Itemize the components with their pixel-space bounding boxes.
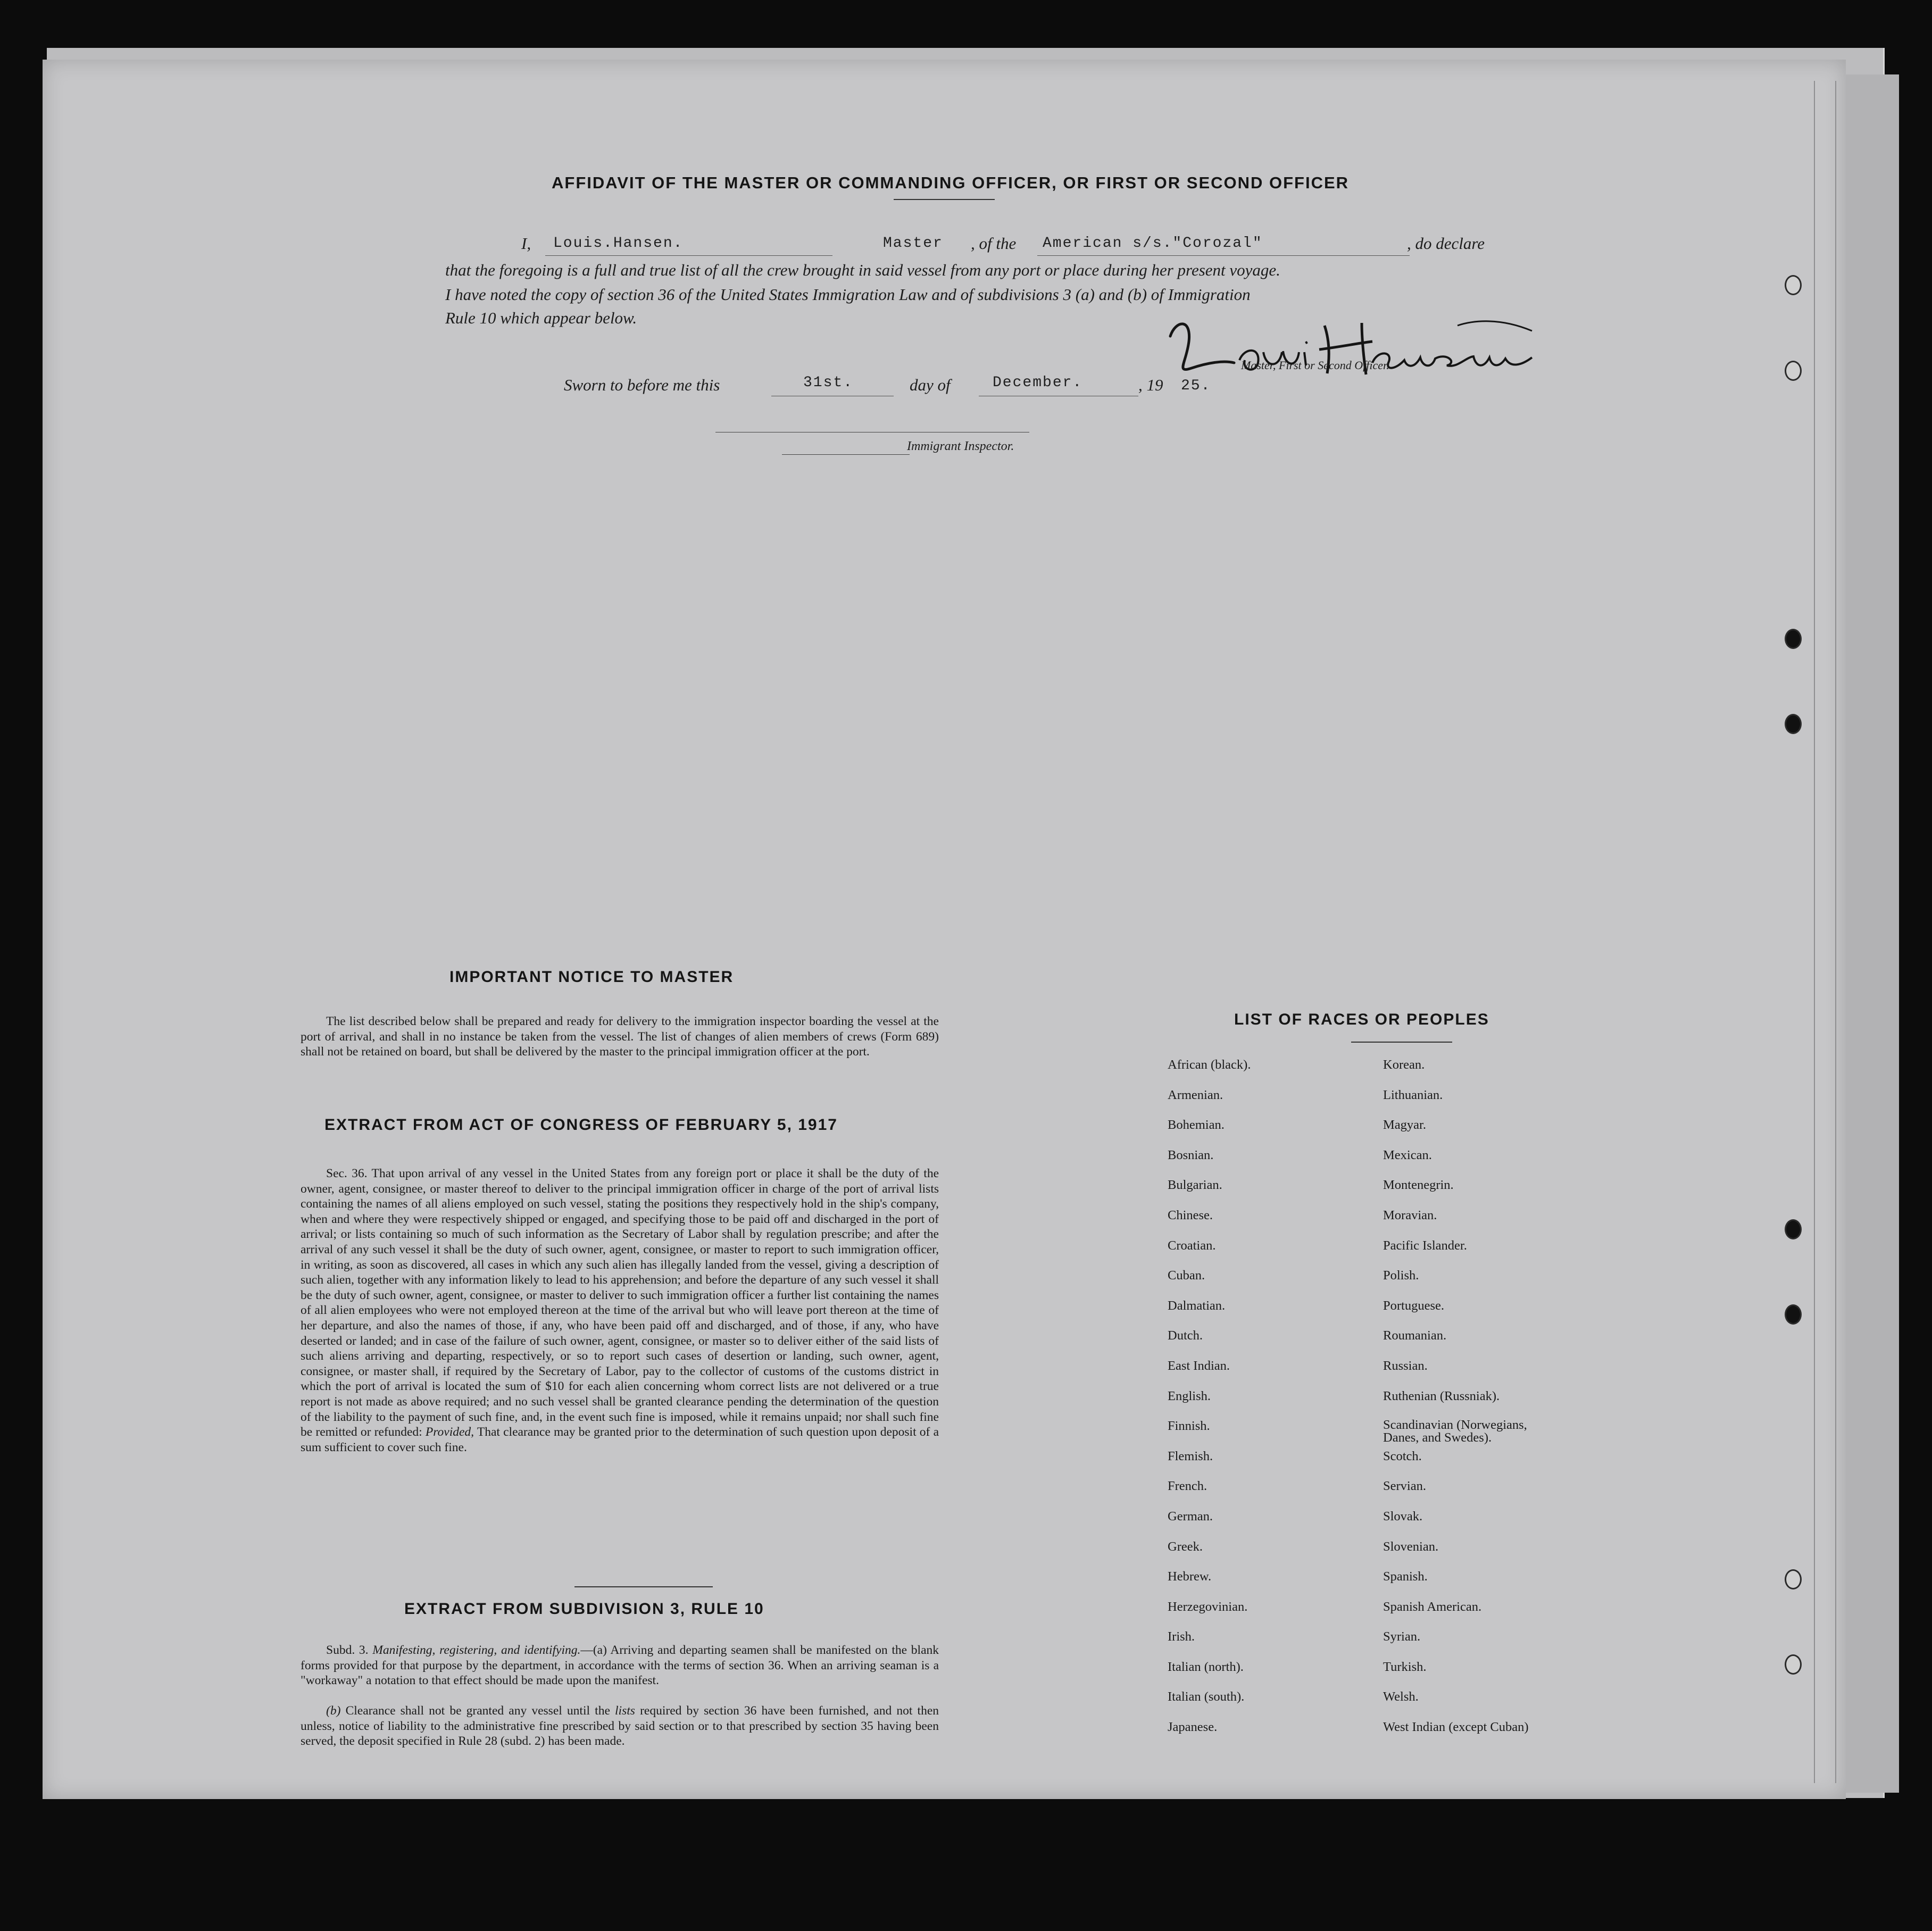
races-right-column: [1383, 1058, 1559, 1750]
of-the-label: , of the: [971, 234, 1017, 253]
race-item: Dutch.: [1168, 1328, 1203, 1343]
year-prefix: , 19: [1138, 376, 1163, 394]
punch-hole: [1785, 1569, 1802, 1589]
back-sheet-edge: [1841, 74, 1899, 1793]
subd-label: Subd. 3.: [326, 1643, 369, 1657]
master-signature: [1160, 310, 1553, 400]
punch-hole: [1785, 1219, 1802, 1239]
race-item: Bulgarian.: [1168, 1178, 1222, 1193]
ruling-line: [1814, 81, 1815, 1783]
notice-title: IMPORTANT NOTICE TO MASTER: [449, 968, 734, 986]
rule-body-a: [301, 1643, 939, 1688]
race-item: French.: [1168, 1479, 1208, 1494]
b-text-2: required by section 36 have been furnished, and not then unless, notice of liability to the administrative fine prescribed by said section or to that prescribed by section 35 having been served, the deposit specified in Rule 28 (subd. 2) has been made.: [301, 1704, 939, 1749]
race-item: Pacific Islander.: [1383, 1238, 1467, 1253]
race-item: Slovenian.: [1383, 1539, 1439, 1554]
race-item: Scotch.: [1383, 1449, 1422, 1463]
notice-body: [301, 1014, 939, 1060]
year-suffix: 25.: [1181, 378, 1211, 394]
act-end-rule: [574, 1586, 713, 1587]
race-item: Lithuanian.: [1383, 1087, 1443, 1102]
sworn-month: December.: [993, 374, 1083, 391]
race-item: Italian (south).: [1168, 1689, 1245, 1704]
race-item: Polish.: [1383, 1268, 1419, 1283]
notice-text: The list described below shall be prepared and ready for delivery to the immigration inspector boarding the vessel at the port of arrival, and shall in no instance be taken from the vessel. The list of changes of alien members of crews (Form 689) shall not be retained on board, but shall be delivered by the master to the principal immigration officer at the port.: [301, 1014, 939, 1059]
affidavit-line-2: that the foregoing is a full and true list of all the crew brought in said vessel from any port or place during her present voyage.: [445, 261, 1280, 279]
b-lists-word: lists: [615, 1704, 635, 1718]
race-item: Japanese.: [1168, 1720, 1218, 1735]
race-item: Slovak.: [1383, 1509, 1423, 1524]
race-item: Scandinavian (Norwegians, Danes, and Swedes).: [1383, 1418, 1527, 1445]
race-item: Dalmatian.: [1168, 1298, 1226, 1313]
vessel-name: American s/s."Corozal": [1043, 235, 1263, 252]
punch-hole: [1785, 1304, 1802, 1325]
affidavit-line-4: Rule 10 which appear below.: [445, 309, 637, 327]
race-item: Italian (north).: [1168, 1659, 1244, 1674]
race-item: Moravian.: [1383, 1208, 1437, 1222]
race-item: German.: [1168, 1509, 1213, 1524]
act-text-1: That upon arrival of any vessel in the United States from any foreign port or place it shall be the duty of the owner, agent, consignee, or master thereof to deliver to the principal immigration officer in charge of the port of arrival lists containing the names of all aliens employed on such vessel, stating the positions they respectively hold in the ship's company, when and where they were respectively shipped or engaged, and specifying those to be paid off and discharged in the port of arrival; or lists containing so much of such information as the Secretary of Labor shall by regulation prescribe; and after the arrival of any such vessel it shall be the duty of such owner, agent, consignee, or master to report to such immigration officer, in writing, as soon as discovered, all cases in which any such alien has illegally landed from the vessel, giving a description of such alien, together with any information likely to lead to his apprehension; and before the departure of any such vessel it shall be the duty of such owner, agent, consignee, or master to deliver to such immigration officer a further list containing the names of all alien employees who were not employed thereon at the time of the arrival but who will leave port thereon at the time of her departure, and also the names of those, if any, who have been paid off and discharged, and of those, if any, who have deserted or landed; and in case of the failure of such owner, agent, consignee, or master so to deliver either of the said lists of such aliens arriving and departing, respectively, or so to report such cases of desertion or landing, such owner, agent, consignee, or master shall, if required by the Secretary of Labor, pay to the collector of customs of the customs district in which the port of arrival is located the sum of $10 for each alien concerning whom correct lists are not delivered or a true report is not made as above required; and no such vessel shall be granted clearance pending the determination of the question of the liability to the payment of such fine, and, in the event such fine is imposed, while it remains unpaid; nor shall such fine be remitted or refunded:: [301, 1167, 939, 1439]
day-of-label: day of: [910, 376, 951, 394]
race-item: Herzegovinian.: [1168, 1599, 1248, 1614]
race-item: Welsh.: [1383, 1689, 1419, 1704]
act-text-2: That clearance may be granted prior to the determination of such question upon deposit of a sum sufficient to cover such fine.: [301, 1425, 939, 1454]
race-item: Turkish.: [1383, 1659, 1427, 1674]
punch-hole: [1785, 629, 1802, 649]
act-body: [301, 1166, 939, 1455]
race-item: Spanish.: [1383, 1569, 1428, 1584]
b-text-1: Clearance shall not be granted any vessel until the: [345, 1704, 610, 1718]
race-item: Spanish American.: [1383, 1599, 1482, 1614]
race-item: Greek.: [1168, 1539, 1203, 1554]
race-item: West Indian (except Cuban): [1383, 1720, 1529, 1735]
race-item: Irish.: [1168, 1629, 1195, 1644]
race-item: Portuguese.: [1383, 1298, 1444, 1313]
inspector-short-line: [782, 454, 910, 455]
signature-caption: Master, First or Second Officer.: [1241, 359, 1389, 372]
affidavit-title: AFFIDAVIT OF THE MASTER OR COMMANDING OFFICER, OR FIRST OR SECOND OFFICER: [552, 173, 1350, 192]
provided-word: Provided,: [425, 1425, 474, 1439]
title-rule: [894, 199, 995, 200]
race-item: African (black).: [1168, 1058, 1251, 1072]
ruling-line: [1835, 81, 1836, 1783]
name-line: [545, 255, 832, 256]
race-item: Russian.: [1383, 1358, 1428, 1373]
races-rule: [1351, 1042, 1452, 1043]
race-item: Montenegrin.: [1383, 1178, 1454, 1193]
inspector-label: Immigrant Inspector.: [907, 439, 1014, 453]
race-item: Ruthenian (Russniak).: [1383, 1388, 1500, 1403]
race-item: Chinese.: [1168, 1208, 1213, 1222]
race-item: Croatian.: [1168, 1238, 1216, 1253]
race-item: Mexican.: [1383, 1147, 1432, 1162]
rule-body-b: [301, 1703, 939, 1749]
race-item: Flemish.: [1168, 1449, 1213, 1463]
race-item: Roumanian.: [1383, 1328, 1447, 1343]
race-item: Magyar.: [1383, 1118, 1426, 1133]
master-rank: Master: [883, 235, 943, 252]
punch-hole: [1785, 361, 1802, 381]
sworn-label: Sworn to before me this: [564, 376, 720, 394]
vessel-line: [1037, 255, 1410, 256]
punch-hole: [1785, 275, 1802, 295]
section-label: Sec. 36.: [326, 1167, 368, 1180]
race-item: Korean.: [1383, 1058, 1425, 1072]
affidavit-line-3: I have noted the copy of section 36 of the United States Immigration Law and of subdivisions 3 (a) and (b) of Immigration: [445, 285, 1251, 304]
act-title: EXTRACT FROM ACT OF CONGRESS OF FEBRUARY 5, 1917: [324, 1116, 838, 1134]
i-label: I,: [521, 234, 531, 253]
do-declare-label: , do declare: [1407, 234, 1485, 253]
races-title: LIST OF RACES OR PEOPLES: [1234, 1011, 1489, 1028]
race-item: Armenian.: [1168, 1087, 1223, 1102]
race-item: Finnish.: [1168, 1419, 1210, 1434]
race-item: Servian.: [1383, 1479, 1426, 1494]
subd-a-text: —(a) Arriving and departing seamen shall be manifested on the blank forms provided for that purpose by the department, in accordance with the terms of section 36. When an arriving seaman is a "workaway" a notation to that effect should be made upon the manifest.: [301, 1643, 939, 1688]
race-item: Syrian.: [1383, 1629, 1421, 1644]
rule-title: EXTRACT FROM SUBDIVISION 3, RULE 10: [404, 1600, 764, 1618]
document-page: [43, 60, 1846, 1799]
race-item: East Indian.: [1168, 1358, 1230, 1373]
race-item: English.: [1168, 1388, 1211, 1403]
master-name: Louis.Hansen.: [553, 235, 684, 252]
race-item: Bohemian.: [1168, 1118, 1225, 1133]
race-item: Bosnian.: [1168, 1147, 1214, 1162]
race-item: Cuban.: [1168, 1268, 1205, 1283]
subd-heading: Manifesting, registering, and identifying.: [372, 1643, 581, 1657]
b-label: (b): [326, 1704, 341, 1718]
races-left-column: [1168, 1058, 1251, 1750]
race-item: Hebrew.: [1168, 1569, 1212, 1584]
sworn-day: 31st.: [803, 374, 854, 391]
punch-hole: [1785, 1654, 1802, 1675]
punch-hole: [1785, 714, 1802, 734]
